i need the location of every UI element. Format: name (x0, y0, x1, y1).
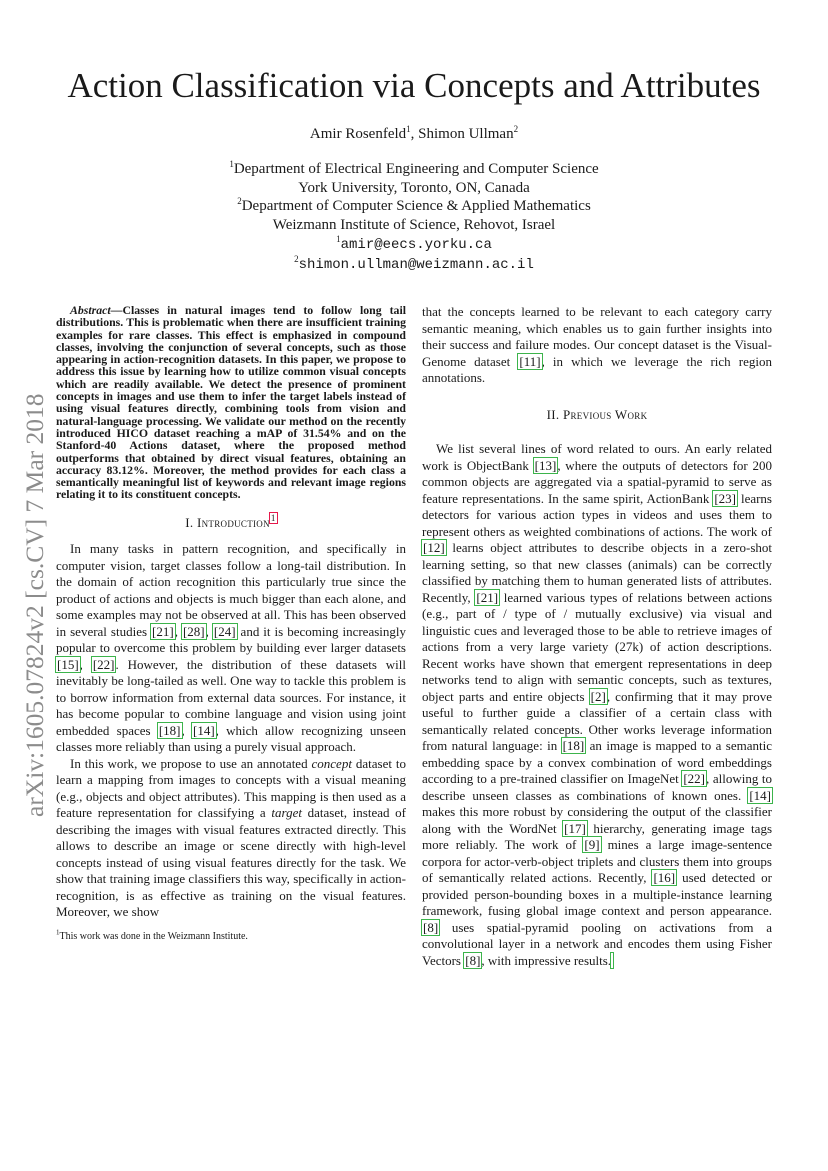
left-column (56, 304, 406, 943)
citation-link[interactable]: [17] (564, 820, 586, 836)
footnote-link[interactable]: 1 (270, 513, 276, 524)
body-text: hierarchy, generating image tags more reliably. The work of (422, 820, 772, 852)
body-text: , allowing to describe unseen classes as combinations of known ones. (422, 771, 772, 803)
body-text: In many tasks in pattern recognition, and specifically in computer vision, target classes follow a long-tail distribution. In the domain of action recognition this particularly true since the product of actions and objects is much bigger than each alone, and some examples may not be observed at all. This has been observed in several studies (56, 541, 406, 639)
citation-link[interactable]: [24] (213, 623, 236, 639)
body-text: , confirming that it may prove useful to further guide a classifier of a certain class with semantically related concepts. Other works leverage information from natural language: in (422, 688, 772, 753)
body-text: , (79, 656, 92, 672)
author-list (0, 126, 828, 143)
citation-link[interactable]: [16] (653, 870, 676, 885)
author-affiliation-mark: 1 (406, 124, 411, 134)
email-link[interactable]: amir@eecs.yorku.ca (340, 236, 492, 253)
citation-link[interactable]: [8] (423, 919, 439, 935)
citation-link[interactable]: [18] (158, 722, 181, 738)
body-text: dataset, instead of describing the images with visual features extracted directly. This allows to describe an image or scene directly with high-level concepts instead of using visual features directly for the task. We show that training image classifiers this way, specifically in action-recognition, is as effective as training on the visual features. Moreover, we show (56, 805, 406, 920)
footnote-mark: 1 (56, 928, 60, 937)
right-column (422, 304, 772, 969)
previous-work-paragraph (422, 441, 772, 969)
citation-link[interactable]: [14] (193, 722, 215, 738)
affiliation-mark: 2 (237, 196, 242, 207)
citation-link[interactable]: [21] (152, 623, 174, 639)
email-link[interactable]: shimon.ullman@weizmann.ac.il (298, 256, 534, 273)
citation-link[interactable] (611, 953, 613, 968)
arxiv-identifier: arXiv:1605.07824v2 [cs.CV] 7 Mar 2018 (20, 393, 49, 817)
intro-paragraph-1 (56, 541, 406, 756)
affiliations (0, 160, 828, 274)
body-text: , (181, 722, 192, 738)
footnote-text: This work was done in the Weizmann Institute. (59, 930, 248, 942)
affiliation-line: Department of Electrical Engineering and Computer Science (233, 161, 599, 177)
citation-link[interactable]: [15] (57, 656, 79, 672)
citation-link[interactable]: [8] (465, 952, 481, 968)
body-text: , in which we leverage the rich region annotations. (422, 353, 772, 385)
citation-link[interactable]: [28] (182, 623, 205, 639)
abstract-label: Abstract (70, 303, 111, 317)
body-text: . However, the distribution of these datasets will inevitably be long-tailed as well. One way to tackle this problem is to borrow information from external data sources. For instance, it has become popular to combine language and vision using joint embedded spaces (56, 656, 407, 738)
footnote (56, 928, 406, 943)
continued-paragraph (422, 304, 772, 387)
body-text: learned various types of relations between actions (e.g., part of / type of / mutually exclusive) via visual and linguistic cues and leveraged those to be able to retrieve images of actions from a very large variety (27k) of action descriptions. Recent works have shown that emergent representations in deep networks tend to align with semantic concepts, such as textures, object parts and entire objects (422, 589, 772, 704)
citation-link[interactable]: [22] (92, 656, 115, 672)
emphasized-term: target (271, 805, 302, 821)
body-text: , with impressive results. (481, 952, 612, 968)
body-text: learns detectors for various action types in videos and uses them to represent others as weighted combinations of actions. The work of (422, 490, 772, 539)
body-text: , (205, 623, 213, 639)
body-text: , (174, 623, 182, 639)
citation-link[interactable]: [2] (590, 688, 606, 704)
body-text: mines a large image-sentence corpora for actor-verb-object triplets and clusters them into groups of semantically related actions. Recently, (422, 837, 773, 885)
author-separator: , (410, 126, 419, 142)
citation-link[interactable]: [14] (749, 787, 771, 803)
citation-link[interactable]: [23] (714, 490, 736, 506)
body-text: dataset to learn a mapping from images to concepts with a visual meaning (e.g., objects and object attributes). This mapping is then used as a feature representation for classifying a (56, 755, 407, 821)
section-number: II. (546, 406, 563, 422)
intro-paragraph-2 (56, 756, 406, 921)
body-text: used detected or provided person-bounding boxes in a multiple-instance learning framework, fusing global image context and person appearance. (422, 870, 772, 918)
section-heading-previous-work (422, 407, 772, 424)
body-text: In this work, we propose to use an annotated (70, 755, 312, 771)
section-title: Previous Work (562, 406, 648, 422)
citation-link[interactable]: [12] (423, 540, 445, 555)
affiliation-line: Department of Computer Science & Applied Mathematics (241, 198, 591, 215)
citation-link[interactable]: [22] (683, 771, 705, 786)
emphasized-term: concept (311, 755, 352, 771)
author-name: Shimon Ullman (418, 126, 514, 142)
body-text: , which allow recognizing unseen classes more reliably than using a purely visual approach. (56, 722, 406, 755)
body-text: an image is mapped to a semantic embedding space by a convex combination of word embeddings according to a pre-trained classifier on ImageNet (422, 738, 772, 786)
citation-link[interactable]: [13] (534, 457, 557, 473)
body-text: uses spatial-pyramid pooling on activations from a convolutional layer in a network and encodes them using Fisher Vectors (422, 919, 772, 968)
email-mark: 2 (294, 253, 299, 264)
body-text: We list several lines of word related to ours. An early related work is ObjectBank (422, 441, 772, 473)
section-title: Introduction (196, 514, 270, 530)
body-text: that the concepts learned to be relevant to each category carry semantic meaning, which enables us to gain further insights into their success and failure modes. Our concept dataset is the Visual-Genome dataset (422, 304, 772, 369)
abstract-text: —Classes in natural images tend to follow long tail distributions. This is problematic when there are insufficient training examples for rare classes. This effect is emphasized in compound classes, involving the conjunction of several concepts, such as those appearing in action-recognition datasets. In this paper, we propose to address this issue by learning how to utilize common visual concepts which are readily available. We detect the presence of prominent concepts in images and use them to infer the target labels instead of using visual features directly, combining tools from vision and natural-language processing. We validate our method on the recently introduced HICO dataset reaching a mAP of 31.54% and on the Stanford-40 Actions dataset, where the proposed method outperforms that obtained by direct visual features, obtaining an accuracy 83.12%. Moreover, the method provides for each class a semantically meaningful list of keywords and relevant image regions relating it to its constituent concepts. (56, 303, 406, 502)
citation-link[interactable]: [18] (562, 738, 585, 753)
abstract (56, 304, 406, 501)
affiliation-line: York University, Toronto, ON, Canada (298, 179, 530, 196)
body-text: makes this more robust by considering the output of the classifier along with the WordNet (422, 804, 772, 836)
author-affiliation-mark: 2 (513, 124, 519, 134)
body-text: and it is becoming increasingly popular to overcome this problem by building ever larger datasets (56, 623, 406, 656)
section-heading-introduction (56, 515, 406, 532)
citation-link[interactable]: [11] (519, 353, 541, 369)
body-text: learns object attributes to describe objects in a zero-shot learning setting, so that new classes (animals) can be correctly classified by matching them to human generated lists of attributes. Recently, (422, 540, 772, 605)
affiliation-line: Weizmann Institute of Science, Rehovot, Israel (272, 217, 556, 234)
body-text: , where the outputs of detectors for 200 common objects are aggregated via a spatial-pyramid to serve as feature representations. In the same spirit, ActionBank (422, 457, 772, 506)
affiliation-mark: 1 (229, 159, 234, 169)
citation-link[interactable]: [9] (584, 837, 600, 852)
paper-title: Action Classification via Concepts and Attributes (67, 66, 761, 105)
section-number: I. (185, 514, 197, 530)
citation-link[interactable]: [21] (476, 589, 499, 605)
email-mark: 1 (336, 233, 341, 244)
author-name: Amir Rosenfeld (309, 126, 407, 142)
